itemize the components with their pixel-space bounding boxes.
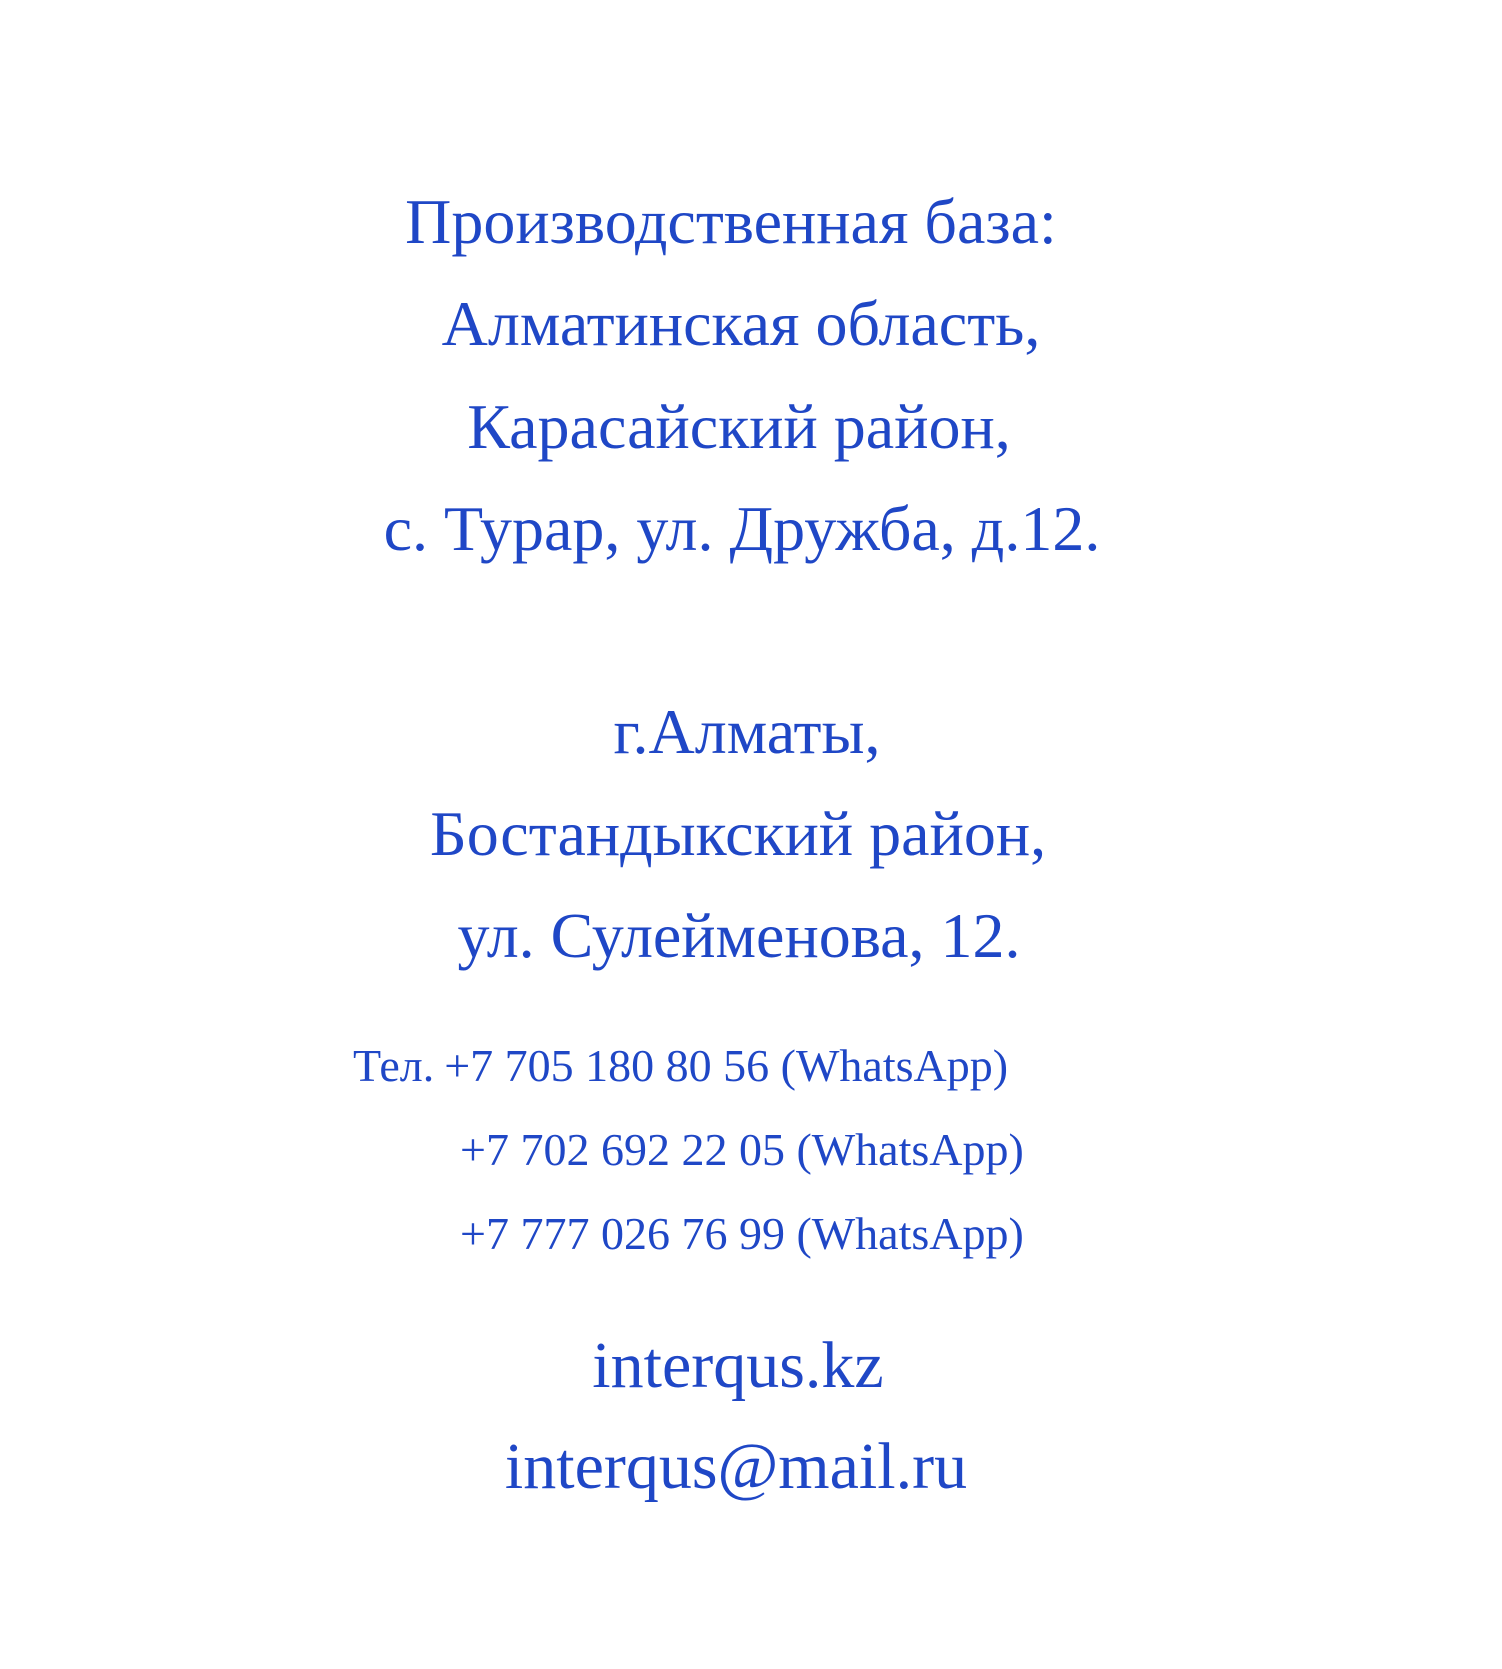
phone-line-3 xyxy=(460,1208,1024,1259)
production-base-region: Алматинская область, xyxy=(441,288,1041,359)
phone-number-2[interactable]: +7 702 692 22 05 (WhatsApp) xyxy=(460,1124,1024,1175)
production-base-street: с. Турар, ул. Дружба, д.12. xyxy=(383,493,1101,564)
email-link[interactable]: interqus@mail.ru xyxy=(504,1430,968,1503)
phone-line-1 xyxy=(353,1040,1009,1091)
phone-number-1[interactable]: +7 705 180 80 56 (WhatsApp) xyxy=(444,1040,1009,1091)
office-district: Бостандыкский район, xyxy=(429,798,1047,869)
phone-number-3[interactable]: +7 777 026 76 99 (WhatsApp) xyxy=(460,1208,1024,1259)
production-base-district: Карасайский район, xyxy=(467,391,1011,462)
office-city: г.Алматы, xyxy=(613,696,881,767)
office-street: ул. Сулейменова, 12. xyxy=(457,900,1021,971)
phone-label: Тел. xyxy=(353,1040,435,1091)
phone-line-2 xyxy=(460,1124,1024,1175)
website-link[interactable]: interqus.kz xyxy=(592,1329,884,1402)
production-base-title: Производственная база: xyxy=(405,186,1057,257)
